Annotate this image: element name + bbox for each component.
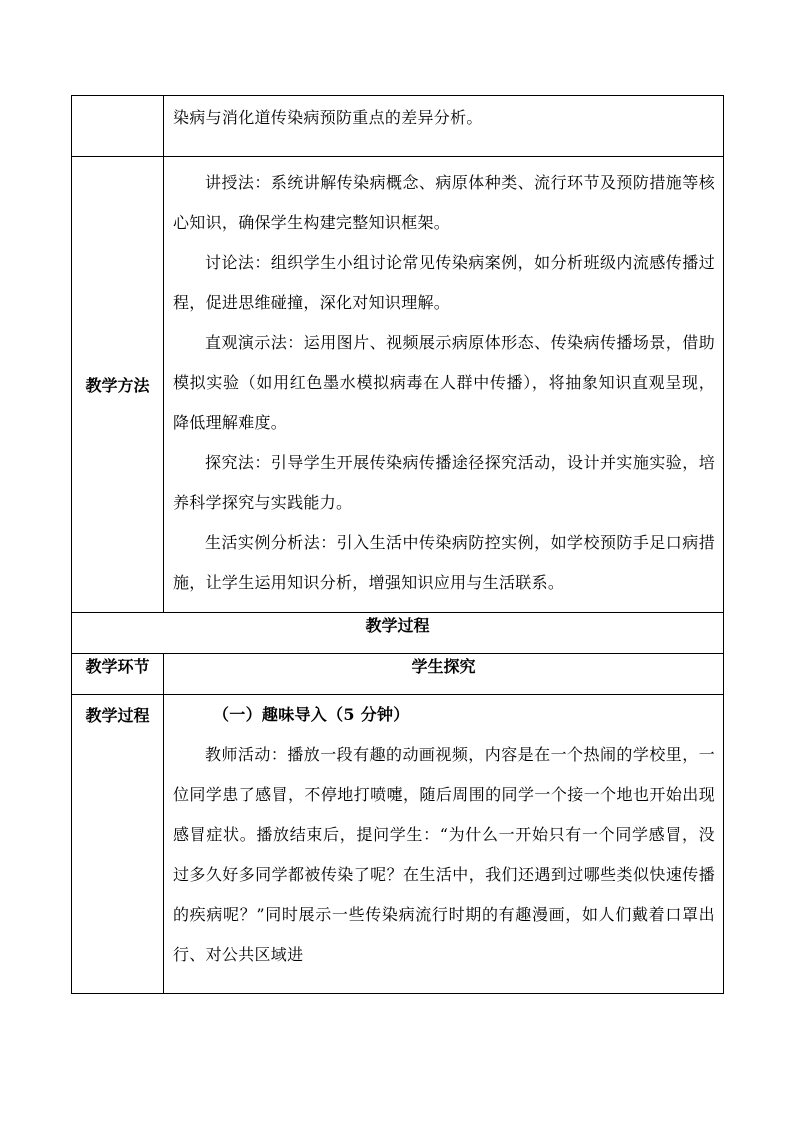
methods-cell	[164, 157, 724, 613]
process-subheading: （一）趣味导入（5 分钟）	[213, 705, 410, 724]
process-cell	[164, 695, 724, 994]
continued-label-cell	[72, 96, 164, 157]
process-label: 教学过程	[72, 695, 164, 994]
header-student-inquiry: 学生探究	[164, 654, 724, 695]
process-content	[173, 695, 715, 984]
methods-label: 教学方法	[72, 157, 164, 613]
methods-row	[72, 157, 724, 613]
method-discussion: 讨论法：组织学生小组讨论常见传染病案例，如分析班级内流感传播过程，促进思维碰撞，深化对知识理解。	[173, 253, 715, 312]
process-row	[72, 695, 724, 994]
continued-text: 染病与消化道传染病预防重点的差异分析。	[173, 108, 483, 127]
lesson-plan-table	[71, 95, 724, 994]
continued-cell	[164, 96, 724, 157]
section-title: 教学过程	[72, 613, 724, 654]
header-stage: 教学环节	[72, 654, 164, 695]
method-case-analysis: 生活实例分析法：引入生活中传染病防控实例，如学校预防手足口病措施，让学生运用知识分析，增强知识应用与生活联系。	[173, 533, 715, 592]
method-lecture: 讲授法：系统讲解传染病概念、病原体种类、流行环节及预防措施等核心知识，确保学生构建完整知识框架。	[173, 173, 715, 232]
section-title-row	[72, 613, 724, 654]
method-demonstration: 直观演示法：运用图片、视频展示病原体形态、传染病传播场景，借助模拟实验（如用红色墨水模拟病毒在人群中传播），将抽象知识直观呈现，降低理解难度。	[173, 333, 715, 432]
continued-row	[72, 96, 724, 157]
column-header-row	[72, 654, 724, 695]
process-paragraph: 教师活动：播放一段有趣的动画视频，内容是在一个热闹的学校里，一位同学患了感冒，不停地打喷嚏，随后周围的同学一个接一个地也开始出现感冒症状。播放结束后，提问学生：“为什么一开始只有一个同学感冒，没过多久好多同学都被传染了呢？在生活中，我们还遇到过哪些类似快速传播的疾病呢？”同时展示一些传染病流行时期的有趣漫画，如人们戴着口罩出行、对公共区域进	[173, 745, 715, 964]
method-inquiry: 探究法：引导学生开展传染病传播途径探究活动，设计并实施实验，培养科学探究与实践能力。	[173, 453, 715, 512]
